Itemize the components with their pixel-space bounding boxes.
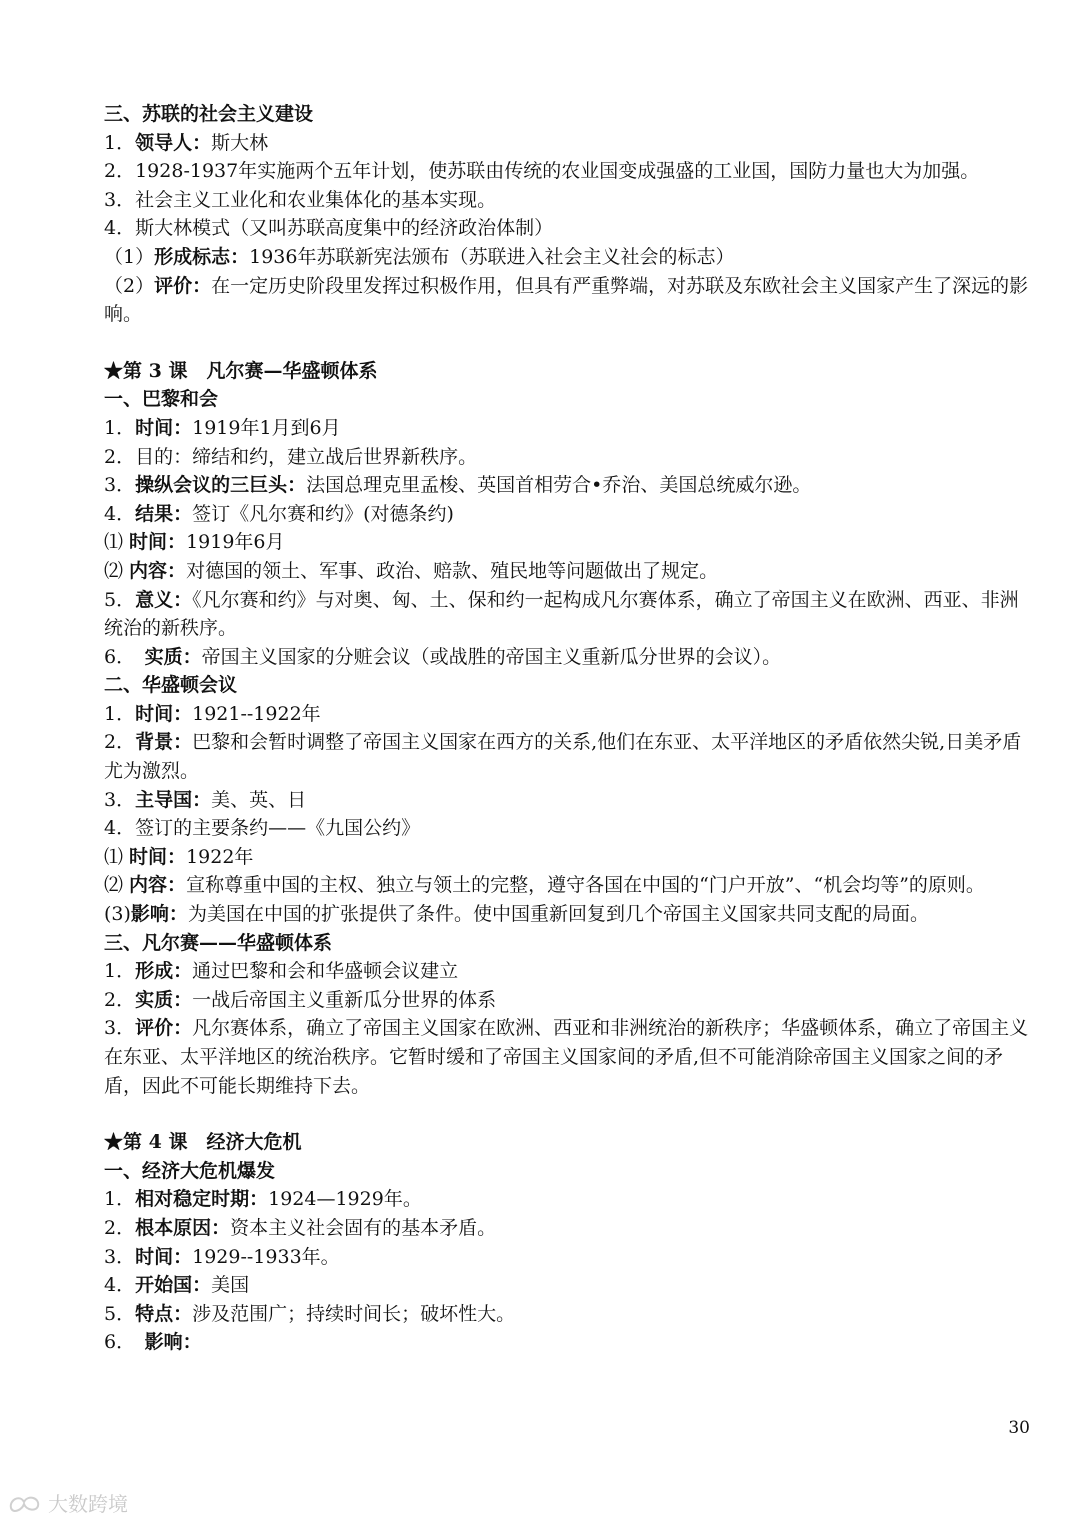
item-number: (3): [104, 903, 131, 926]
item-text: 巴黎和会暂时调整了帝国主义国家在西方的关系,他们在东亚、太平洋地区的矛盾依然尖锐,日美矛盾尤为激烈。: [104, 731, 1022, 783]
item-label: 实质：: [135, 988, 193, 1011]
list-item: [104, 471, 1034, 500]
list-item: [104, 986, 1034, 1015]
item-label: 内容：: [129, 874, 187, 897]
item-text: 斯大林: [211, 131, 269, 154]
list-item: [104, 1214, 1034, 1243]
watermark-logo-icon: [8, 1492, 42, 1514]
list-item: [104, 1328, 1034, 1357]
item-number: 2．: [104, 988, 136, 1011]
item-number: 3．: [104, 788, 136, 811]
section-heading: 一、巴黎和会: [104, 388, 219, 411]
item-label: 影响：: [144, 1331, 202, 1354]
item-text: 宣称尊重中国的主权、独立与领土的完整，遵守各国在中国的“门户开放”、“机会均等”的原则。: [186, 874, 985, 897]
item-text: 帝国主义国家的分赃会议（或战胜的帝国主义重新瓜分世界的会议）。: [201, 645, 782, 668]
item-number: 1．: [104, 960, 136, 983]
item-text: 法国总理克里孟梭、英国首相劳合•乔治、美国总统威尔逊。: [306, 474, 812, 497]
list-item: [104, 186, 1034, 215]
list-item: [104, 272, 1034, 329]
item-number: 6．: [104, 645, 145, 668]
list-item: [104, 1185, 1034, 1214]
item-text: 1922年: [186, 845, 254, 868]
item-text: 1919年1月到6月: [192, 416, 341, 439]
item-label: 特点：: [135, 1302, 193, 1325]
item-number: 4．: [104, 817, 136, 840]
item-number: ⑴: [104, 531, 130, 554]
item-text: 1919年6月: [186, 531, 285, 554]
item-text: 1924—1929年。: [268, 1188, 422, 1211]
item-label: 主导国：: [135, 788, 212, 811]
item-label: 形成：: [135, 960, 193, 983]
list-item: [104, 129, 1034, 158]
item-label: 评价：: [135, 1017, 193, 1040]
document-body: [104, 100, 1034, 1357]
item-number: 1．: [104, 1188, 136, 1211]
page-number: 30: [1008, 1418, 1030, 1438]
section-heading: 二、华盛顿会议: [104, 674, 238, 697]
item-number: 2．: [104, 160, 136, 183]
item-text: 一战后帝国主义重新瓜分世界的体系: [192, 988, 497, 1011]
item-label: 意义：: [135, 588, 193, 611]
item-label: 结果：: [135, 502, 193, 525]
item-number: ⑵: [104, 559, 130, 582]
item-number: 1．: [104, 131, 136, 154]
item-label: 实质：: [144, 645, 202, 668]
item-number: 4．: [104, 1274, 136, 1297]
lesson-title: ★第 4 课 经济大危机: [104, 1131, 302, 1154]
item-label: 评价：: [154, 274, 212, 297]
item-text: 在一定历史阶段里发挥过积极作用，但具有严重弊端，对苏联及东欧社会主义国家产生了深远的影响。: [104, 274, 1029, 326]
item-text: 美国: [211, 1274, 250, 1297]
item-text: 1921--1922年: [192, 702, 321, 725]
item-text: 凡尔赛体系，确立了帝国主义国家在欧洲、西亚和非洲统治的新秩序；华盛顿体系，确立了帝国主义在东亚、太平洋地区的统治秩序。它暂时缓和了帝国主义国家间的矛盾,但不可能消除帝国主义国家之间的矛盾，因此不可能长期维持下去。: [104, 1017, 1029, 1097]
watermark: [8, 1488, 128, 1517]
item-number: 2．: [104, 731, 136, 754]
item-text: 为美国在中国的扩张提供了条件。使中国重新回复到几个帝国主义国家共同支配的局面。: [187, 903, 929, 926]
item-text: 对德国的领土、军事、政治、赔款、殖民地等问题做出了规定。: [186, 559, 719, 582]
list-item: [104, 586, 1034, 643]
item-number: （1）: [104, 245, 155, 268]
list-item: [104, 1243, 1034, 1272]
list-item: [104, 728, 1034, 785]
item-text: 目的：缔结和约，建立战后世界新秩序。: [135, 445, 478, 468]
item-number: 2．: [104, 445, 136, 468]
item-number: 6．: [104, 1331, 145, 1354]
item-number: 1．: [104, 416, 136, 439]
item-text: 斯大林模式（又叫苏联高度集中的经济政治体制）: [135, 217, 554, 240]
watermark-text: 大数跨境: [48, 1492, 128, 1516]
item-number: 2．: [104, 1216, 136, 1239]
section-heading: 一、经济大危机爆发: [104, 1159, 276, 1182]
item-number: 4．: [104, 502, 136, 525]
item-number: 4．: [104, 217, 136, 240]
item-text: 1929--1933年。: [192, 1245, 340, 1268]
list-item: [104, 957, 1034, 986]
list-item: [104, 1271, 1034, 1300]
item-number: 1．: [104, 702, 136, 725]
item-label: 开始国：: [135, 1274, 212, 1297]
item-label: 时间：: [135, 702, 193, 725]
list-item: [104, 900, 1034, 929]
item-label: 形成标志：: [154, 245, 250, 268]
list-item: [104, 1014, 1034, 1100]
list-item: [104, 157, 1034, 186]
list-item: [104, 700, 1034, 729]
item-text: 签订《凡尔赛和约》(对德条约): [192, 502, 454, 525]
item-text: 美、英、日: [211, 788, 307, 811]
item-text: 资本主义社会固有的基本矛盾。: [230, 1216, 497, 1239]
list-item: [104, 843, 1034, 872]
item-number: 3．: [104, 474, 136, 497]
item-text: 1936年苏联新宪法颁布（苏联进入社会主义社会的标志）: [249, 245, 735, 268]
item-label: 时间：: [135, 416, 193, 439]
item-label: 内容：: [129, 559, 187, 582]
item-text: 涉及范围广；持续时间长；破坏性大。: [192, 1302, 516, 1325]
list-item: [104, 214, 1034, 243]
item-label: 时间：: [129, 531, 187, 554]
section-heading: 三、苏联的社会主义建设: [104, 103, 314, 125]
list-item: [104, 814, 1034, 843]
item-text: 签订的主要条约——《九国公约》: [135, 817, 421, 840]
list-item: [104, 243, 1034, 272]
list-item: [104, 500, 1034, 529]
item-label: 时间：: [129, 845, 187, 868]
item-label: 相对稳定时期：: [135, 1188, 269, 1211]
item-label: 根本原因：: [135, 1216, 231, 1239]
list-item: [104, 643, 1034, 672]
list-item: [104, 786, 1034, 815]
list-item: [104, 557, 1034, 586]
item-label: 操纵会议的三巨头：: [135, 474, 307, 497]
item-number: 3．: [104, 1017, 136, 1040]
item-label: 领导人：: [135, 131, 212, 154]
item-number: 5．: [104, 1302, 136, 1325]
item-number: 3．: [104, 188, 136, 211]
list-item: [104, 1300, 1034, 1329]
item-text: 通过巴黎和会和华盛顿会议建立: [192, 960, 459, 983]
item-number: ⑴: [104, 845, 130, 868]
section-heading: 三、凡尔赛——华盛顿体系: [104, 931, 333, 954]
item-label: 背景：: [135, 731, 193, 754]
list-item: [104, 414, 1034, 443]
item-label: 时间：: [135, 1245, 193, 1268]
list-item: [104, 528, 1034, 557]
item-number: （2）: [104, 274, 155, 297]
item-text: 《凡尔赛和约》与对奥、匈、土、保和约一起构成凡尔赛体系，确立了帝国主义在欧洲、西亚、非洲统治的新秩序。: [104, 588, 1019, 640]
list-item: [104, 443, 1034, 472]
lesson-title: ★第 3 课 凡尔赛—华盛顿体系: [104, 359, 378, 382]
item-number: 5．: [104, 588, 136, 611]
item-number: 3．: [104, 1245, 136, 1268]
item-text: 1928-1937年实施两个五年计划，使苏联由传统的农业国变成强盛的工业国，国防力量也大为加强。: [135, 160, 980, 183]
item-text: 社会主义工业化和农业集体化的基本实现。: [135, 188, 497, 211]
item-number: ⑵: [104, 874, 130, 897]
item-label: 影响：: [130, 903, 188, 926]
list-item: [104, 871, 1034, 900]
